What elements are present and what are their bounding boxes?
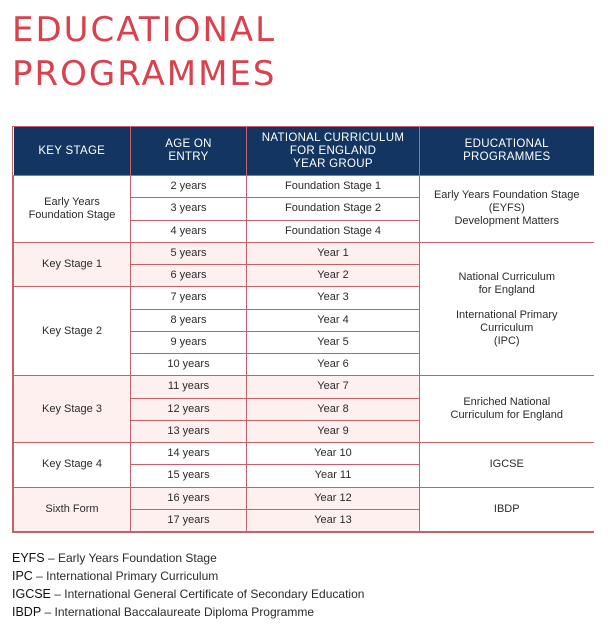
stage-key-stage-4: Key Stage 4 — [14, 443, 131, 488]
header-programmes: EDUCATIONAL PROGRAMMES — [420, 127, 594, 176]
programme-nc-ipc: National Curriculum for England International Primary Curriculum (IPC) — [420, 242, 594, 376]
year-cell: Year 12 — [247, 487, 420, 509]
year-cell: Foundation Stage 1 — [247, 176, 420, 198]
legend-text: – Early Years Foundation Stage — [44, 551, 217, 565]
year-cell: Year 11 — [247, 465, 420, 487]
legend-item — [12, 585, 364, 603]
table-row — [14, 242, 594, 264]
legend-abbr: IBDP — [12, 605, 42, 619]
header-year-group: NATIONAL CURRICULUM FOR ENGLAND YEAR GROUP — [247, 127, 420, 176]
year-cell: Year 3 — [247, 287, 420, 309]
stage-key-stage-1: Key Stage 1 — [14, 242, 131, 287]
programmes-table-wrapper — [12, 126, 594, 533]
legend-abbr: IPC — [12, 569, 33, 583]
legend-item — [12, 567, 364, 585]
age-cell: 8 years — [131, 309, 247, 331]
year-cell: Year 1 — [247, 242, 420, 264]
year-cell: Year 7 — [247, 376, 420, 398]
year-cell: Year 5 — [247, 331, 420, 353]
stage-key-stage-2: Key Stage 2 — [14, 287, 131, 376]
age-cell: 2 years — [131, 176, 247, 198]
page-title-line1: EDUCATIONAL — [12, 10, 277, 50]
stage-key-stage-3: Key Stage 3 — [14, 376, 131, 443]
age-cell: 5 years — [131, 242, 247, 264]
table-row — [14, 487, 594, 509]
table-header-row — [14, 127, 594, 176]
year-cell: Year 10 — [247, 443, 420, 465]
stage-early-years: Early Years Foundation Stage — [14, 176, 131, 243]
page-title-line2: PROGRAMMES — [12, 54, 277, 94]
age-cell: 9 years — [131, 331, 247, 353]
age-cell: 14 years — [131, 443, 247, 465]
header-age-on-entry: AGE ON ENTRY — [131, 127, 247, 176]
abbreviation-legend — [12, 549, 364, 621]
programme-eyfs: Early Years Foundation Stage (EYFS) Development Matters — [420, 176, 594, 243]
age-cell: 11 years — [131, 376, 247, 398]
age-cell: 17 years — [131, 509, 247, 531]
programme-igcse: IGCSE — [420, 443, 594, 488]
legend-abbr: EYFS — [12, 551, 45, 565]
age-cell: 3 years — [131, 198, 247, 220]
age-cell: 13 years — [131, 420, 247, 442]
age-cell: 10 years — [131, 354, 247, 376]
table-row — [14, 176, 594, 198]
year-cell: Year 2 — [247, 265, 420, 287]
age-cell: 15 years — [131, 465, 247, 487]
legend-item — [12, 549, 364, 567]
legend-item — [12, 603, 364, 621]
year-cell: Foundation Stage 2 — [247, 198, 420, 220]
year-cell: Year 6 — [247, 354, 420, 376]
programme-enriched-nc: Enriched National Curriculum for England — [420, 376, 594, 443]
year-cell: Year 8 — [247, 398, 420, 420]
year-cell: Year 4 — [247, 309, 420, 331]
legend-text: – International Primary Curriculum — [32, 569, 219, 583]
stage-sixth-form: Sixth Form — [14, 487, 131, 532]
programme-ibdp: IBDP — [420, 487, 594, 532]
age-cell: 12 years — [131, 398, 247, 420]
legend-text: – International General Certificate of Secondary Education — [50, 587, 365, 601]
page-title — [12, 8, 276, 96]
legend-text: – International Baccalaureate Diploma Programme — [41, 605, 314, 619]
age-cell: 16 years — [131, 487, 247, 509]
year-cell: Year 13 — [247, 509, 420, 531]
age-cell: 7 years — [131, 287, 247, 309]
legend-abbr: IGCSE — [12, 587, 51, 601]
age-cell: 4 years — [131, 220, 247, 242]
table-row — [14, 443, 594, 465]
header-key-stage: KEY STAGE — [14, 127, 131, 176]
age-cell: 6 years — [131, 265, 247, 287]
programmes-table — [13, 127, 594, 532]
year-cell: Year 9 — [247, 420, 420, 442]
year-cell: Foundation Stage 4 — [247, 220, 420, 242]
table-row — [14, 376, 594, 398]
